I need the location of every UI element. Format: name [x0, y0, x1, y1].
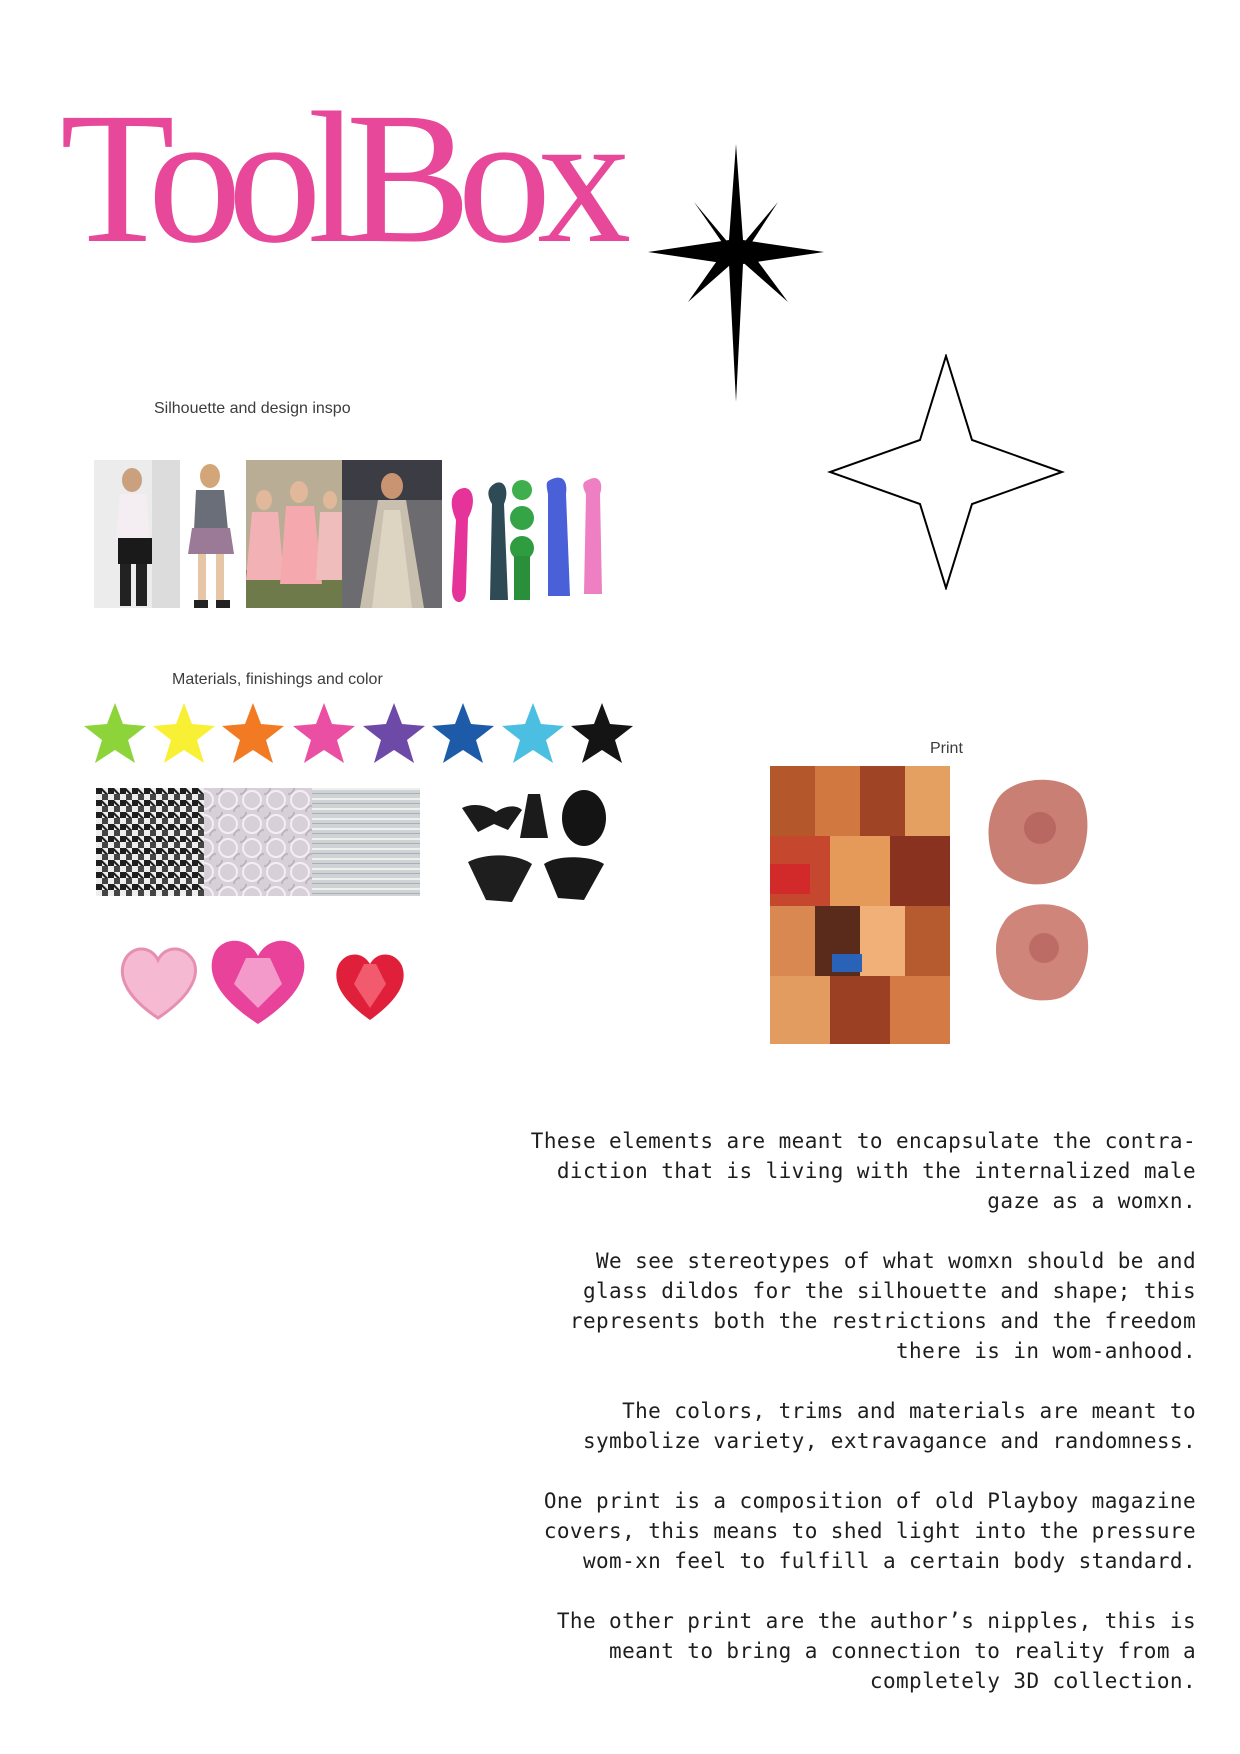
color-star-swatch: [222, 703, 284, 763]
color-star-swatch: [432, 703, 494, 763]
section-label-print: Print: [930, 740, 963, 757]
section-label-materials: Materials, finishings and color: [172, 671, 383, 688]
fabric-swatches: [96, 788, 424, 896]
heart-trims: [118, 928, 418, 1028]
color-star-swatch: [153, 703, 215, 763]
color-star-swatch: [363, 703, 425, 763]
playboy-collage-print: [770, 766, 950, 1044]
paragraph-5: The other print are the author’s nipples, this is meant to bring a connection to reality from a completely 3D collection.: [556, 1609, 1196, 1693]
paragraph-4: One print is a composition of old Playboy magazine covers, this means to shed light into the pressure wom-xn feel to fulfill a certain body standard.: [543, 1489, 1196, 1573]
silhouette-inspo-collage: [94, 460, 624, 608]
page-title: ToolBox: [60, 73, 618, 282]
nipple-print: [984, 772, 1094, 1022]
color-star-swatch: [571, 703, 633, 763]
color-star-swatch: [84, 703, 146, 763]
paragraph-2: We see stereotypes of what womxn should be and glass dildos for the silhouette and shape; this represents both the restrictions and the freedom there is in wom-anhood.: [569, 1249, 1196, 1363]
description-text: [520, 1126, 1196, 1726]
color-star-swatch: [293, 703, 355, 763]
section-label-silhouette: Silhouette and design inspo: [154, 400, 351, 417]
filled-star-icon: [648, 140, 824, 406]
paragraph-3: The colors, trims and materials are meant to symbolize variety, extravagance and randomness.: [582, 1399, 1196, 1453]
color-star-swatch: [502, 703, 564, 763]
outline-star-icon: [826, 354, 1066, 590]
color-stars-row: [80, 700, 640, 770]
hair-styles-swatch: [458, 768, 618, 916]
paragraph-1: These elements are meant to encapsulate the contra-diction that is living with the internalized male gaze as a womxn.: [530, 1129, 1196, 1213]
